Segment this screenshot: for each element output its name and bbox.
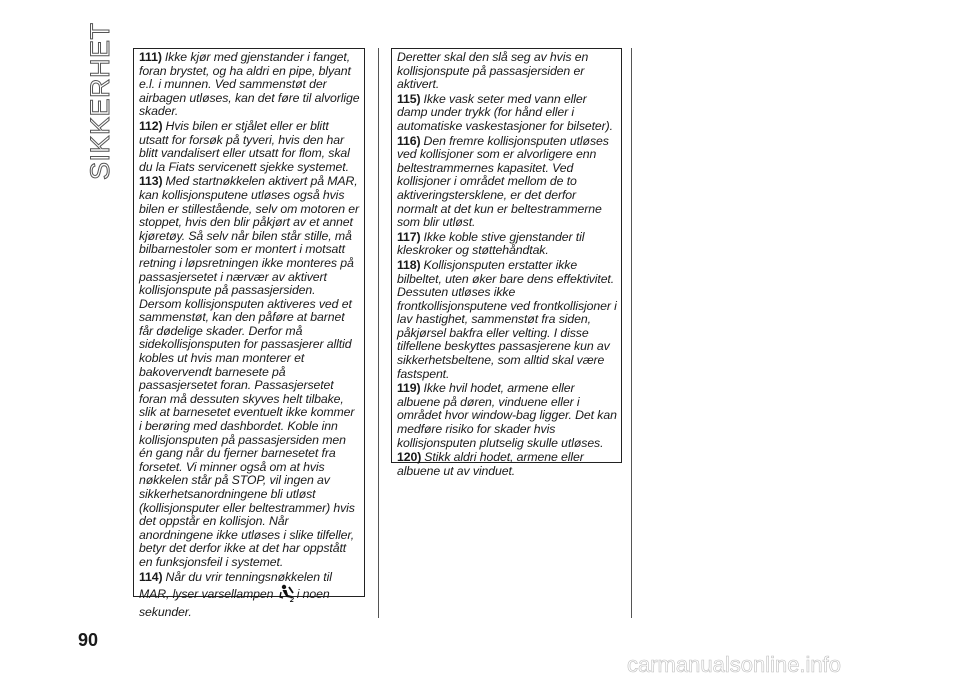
note-text: Kollisjonsputen erstatter ikke bilbeltet, uten øker bare dens effektivitet. Dessuten utløses ikke frontkollisjonsputene ved frontkollisjoner i lav hastighet, sammenstøt fra siden, påkjørsel bakfra eller velting. I disse tilfellene beskyttes passasjerene kun av sikkerhetsbeltene, som alltid skal være fastspent. — [397, 257, 617, 381]
watermark: carmanualsonline.info — [627, 652, 842, 677]
note-item — [397, 259, 617, 381]
page-number: 90 — [78, 630, 99, 650]
note-text: Stikk aldri hodet, armene eller albuene ut av vinduet. — [397, 450, 584, 478]
note-number: 119) — [397, 381, 421, 396]
note-item — [397, 93, 617, 134]
section-title — [77, 22, 117, 182]
svg-text:2: 2 — [289, 597, 294, 603]
note-item — [139, 175, 360, 569]
note-item — [139, 120, 360, 174]
note-number: 113) — [139, 174, 163, 189]
note-text: Ikke koble stive gjenstander til kleskroker og støttehåndtak. — [397, 229, 585, 258]
note-item — [397, 382, 617, 450]
warning-box-left — [133, 48, 365, 619]
note-text: Ikke vask seter med vann eller damp under trykk (for hånd eller i automatiske vaskestasjoner for bilseter). — [397, 91, 613, 133]
note-item — [397, 231, 617, 258]
note-text: Hvis bilen er stjålet eller er blitt utsatt for forsøk på tyveri, hvis den har blitt vandalisert eller utsatt for flom, skal du la Fiats servicenett sjekke systemet. — [139, 118, 350, 174]
note-text: Den fremre kollisjonsputen utløses ved kollisjoner som er alvorligere enn beltestrammernes kapasitet. Ved kollisjoner i området mellom de to aktiveringstersklene, er det derfor normalt at det kun er beltestrammerne som blir utløst. — [397, 133, 609, 230]
column-divider-right — [631, 48, 632, 618]
note-text: Ikke kjør med gjenstander i fanget, foran brystet, og ha aldri en pipe, blyant e.l. i munnen. Ved sammenstøt der airbagen utløses, kan det føre til alvorlige skader. — [139, 50, 360, 119]
continued-text: Deretter skal den slå seg av hvis en kollisjonspute på passasjersiden er aktivert. — [397, 50, 589, 92]
airbag-warning-icon — [279, 584, 295, 606]
note-number: 117) — [397, 229, 421, 244]
note-number: 111) — [139, 50, 162, 64]
note-text: Med startnøkkelen aktivert på MAR, kan kollisjonsputene utløses også hvis bilen er stillestående, selv om motoren er stoppet, hvis den blir påkjørt av et annet kjøretøy. Så selv når bilen står stille, må bilbarnestoler som er montert i motsatt retning i løpsretningen ikke monteres på passasjersetet i nærvær av aktivert kollisjonspute på passasjersiden. Dersom kollisjonsputen aktiveres ved et sammenstøt, kan den påføre at barnet får dødelige skader. Derfor må sidekollisjonsputen for passasjerer alltid kobles ut hvis man monterer et bakovervendt barnesete på passasjersetet foran. Passasjersetet foran må dessuten skyves helt tilbake, slik at barnesetet eventuelt ikke kommer i berøring med dashbordet. Koble inn kollisjonsputen på passasjersiden men én gang når du fjerner barnesetet fra forsetet. Vi minner også om at hvis nøkkelen står på STOP, vil ingen av sikkerhetsanordningene bli utløst (kollisjonsputer eller beltestrammer) hvis det oppstår en kollisjon. Når anordningene ikke utløses i slike tilfeller, betyr det derfor ikke at det har oppstått en funksjonsfeil i systemet. — [139, 174, 359, 569]
note-item — [139, 51, 360, 119]
note-number: 116) — [397, 133, 421, 148]
note-number: 115) — [397, 91, 421, 106]
note-text: Ikke hvil hodet, armene eller albuene på døren, vinduene eller i området hvor window-bag ligger. Det kan medføre risiko for skader hvis kollisjonsputen plutselig skulle utløses. — [397, 381, 617, 450]
note-text-end: i noen sekunder. — [139, 587, 330, 619]
note-item — [139, 571, 360, 620]
note-item — [397, 451, 617, 478]
note-number: 120) — [397, 450, 422, 465]
note-number: 118) — [397, 257, 421, 272]
right-notes-list — [397, 93, 617, 479]
warning-box-right — [391, 48, 622, 478]
note-number: 112) — [139, 118, 163, 133]
note-text: Når du vrir tenningsnøkkelen til MAR, lyser varsellampen — [139, 569, 332, 602]
column-divider-left — [378, 48, 379, 618]
left-notes-list — [139, 51, 360, 570]
section-title-text: SIKKERHET — [85, 22, 115, 180]
note-item — [397, 135, 617, 230]
note-number: 114) — [139, 569, 163, 584]
